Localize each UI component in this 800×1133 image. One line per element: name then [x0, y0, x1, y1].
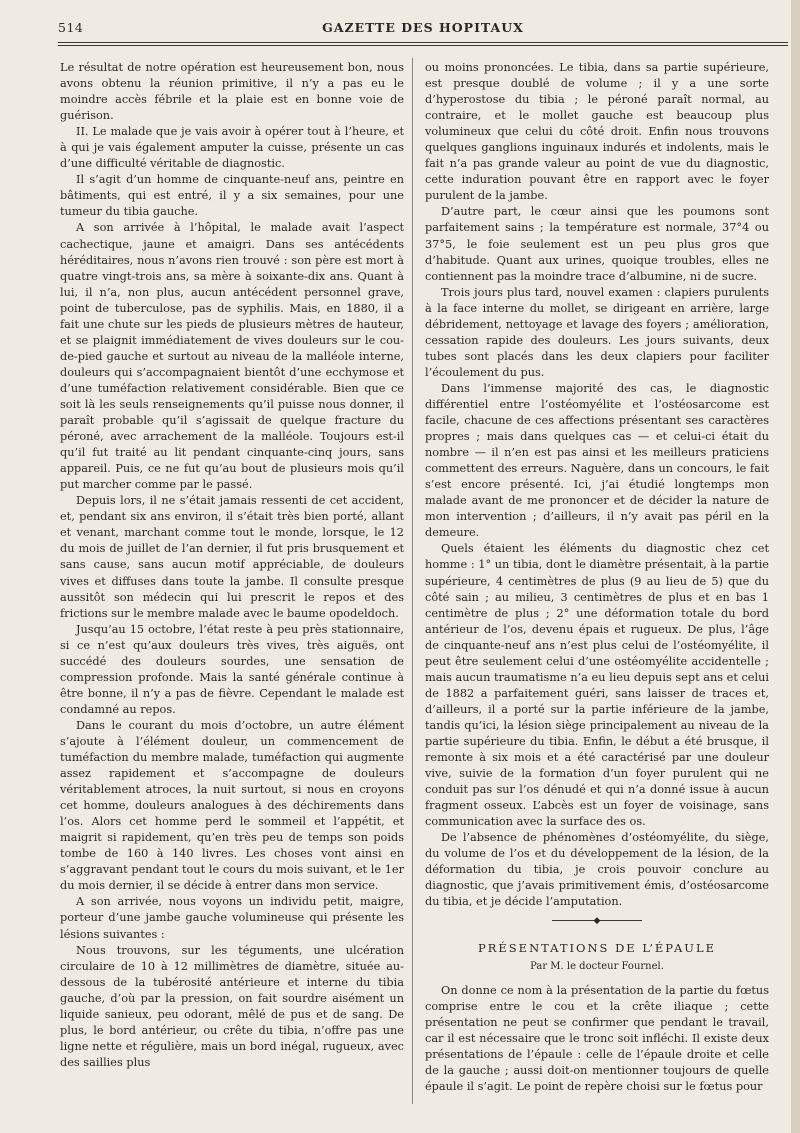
paragraph: Jusqu’au 15 octobre, l’état reste à peu près stationnaire, si ce n’est qu’aux douleurs très vives, très aiguës, ont succédé des douleurs sourdes, une sensation de compression profonde. Mais la santé générale continue à être bonne, il n’y a pas de fièvre. Cependant le malade est condamné au repos. [60, 622, 404, 716]
header-rule-thick [58, 42, 788, 43]
paragraph: Trois jours plus tard, nouvel examen : clapiers purulents à la face interne du mollet, se dirigeant en arrière, large débridement, nettoyage et lavage des foyers ; amélioration, cessation rapide des douleurs. Les jours suivants, deux tubes sont placés dans les deux clapiers pour faciliter l’écoulement du pus. [425, 285, 769, 379]
page-number: 514 [58, 20, 84, 35]
paragraph: Le résultat de notre opération est heureusement bon, nous avons obtenu la réunion primitive, il n’y a pas eu le moindre accès fébrile et la plaie est en bonne voie de guérison. [60, 61, 404, 123]
left-column [60, 60, 404, 1071]
paragraph: Nous trouvons, sur les téguments, une ulcération circulaire de 10 à 12 millimètres de diamètre, située au-dessous de la tubérosité antérieure et interne du tibia gauche, d’où par la pression, on fait sourdre aisément un liquide sanieux, peu odorant, mêlé de pus et de sang. De plus, le bord antérieur, ou crête du tibia, n’offre pas une ligne nette et régulière, mais un bord inégal, rugueux, avec des saillies plus [60, 943, 404, 1069]
paragraph: D’autre part, le cœur ainsi que les poumons sont parfaitement sains ; la température est normale, 37°4 ou 37°5, le foie seulement est un peu plus gros que d’habitude. Quant aux urines, quoique troubles, elles ne contiennent pas la moindre trace d’albumine, ni de sucre. [425, 205, 769, 283]
section-separator: ◆ [425, 916, 769, 926]
page-header [58, 18, 788, 42]
paragraph: Quels étaient les éléments du diagnostic chez cet homme : 1° un tibia, dont le diamètre présentait, à la partie supérieure, 4 centimètres de plus (9 au lieu de 5) que du côté sain ; au milieu, 3 centimètres de plus et en bas 1 centimètre de plus ; 2° une déformation totale du bord antérieur de l’os, devenu épais et rugueux. De plus, l’âge de cinquante-neuf ans n’est plus celui de l’ostéomyélite, il peut être seulement celui d’une ostéomyélite accidentelle ; mais aucun traumatisme n’a eu lieu depuis sept ans et celui de 1882 a parfaitement guéri, sans laisser de traces et, d’ailleurs, il a porté sur la partie inférieure de la jambe, tandis qu’ici, la lésion siège principalement au niveau de la partie supérieure du tibia. Enfin, le début a été brusque, il remonte à six mois et a été caractérisé par une douleur vive, suivie de la formation d’un foyer purulent qui ne conduit pas sur l’os dénudé et qui n’a donné issue à aucun fragment osseux. L’abcès est un foyer de voisinage, sans communication avec la surface des os. [425, 542, 769, 829]
page-binding-edge [791, 0, 800, 1133]
paragraph: Il s’agit d’un homme de cinquante-neuf ans, peintre en bâtiments, qui est entré, il y a six semaines, pour une tumeur du tibia gauche. [60, 173, 404, 219]
paragraph: II. Le malade que je vais avoir à opérer tout à l’heure, et à qui je vais également amputer la cuisse, présente un cas d’une difficulté véritable de diagnostic. [60, 125, 404, 171]
section-author: Par M. le docteur Fournel. [530, 960, 664, 972]
paragraph: Depuis lors, il ne s’était jamais ressenti de cet accident, et, pendant six ans environ, il s’était très bien porté, allant et venant, marchant comme tout le monde, lorsque, le 12 du mois de juillet de l’an dernier, il fut pris brusquement et sans cause, sans aucun motif appréciable, de douleurs vives et diffuses dans toute la jambe. Il consulte presque aussitôt son médecin qui lui prescrit le repos et des frictions sur le membre malade avec le baume opodeldoch. [60, 494, 404, 620]
section-title: PRÉSENTATIONS DE L’ÉPAULE [478, 941, 716, 956]
paragraph: ou moins prononcées. Le tibia, dans sa partie supérieure, est presque doublé de volume ; il y a une sorte d’hyperostose du tibia ; le péroné paraît normal, au contraire, et le mollet gauche est beaucoup plus volumineux que celui du côté droit. Enfin nous trouvons quelques ganglions inguinaux indurés et indolents, mais le fait n’a pas grande valeur au point de vue du diagnostic, cette induration pouvant être en rapport avec le foyer purulent de la jambe. [425, 61, 769, 203]
column-divider [412, 58, 413, 1104]
paragraph: A son arrivée, nous voyons un individu petit, maigre, porteur d’une jambe gauche volumineuse qui présente les lésions suivantes : [60, 895, 404, 941]
paragraph: On donne ce nom à la présentation de la partie du fœtus comprise entre le cou et la crête iliaque ; cette présentation ne peut se confirmer que pendant le travail, car il est nécessaire que le tronc soit infléchi. Il existe deux présentations de l’épaule : celle de l’épaule droite et celle de la gauche ; aussi doit-on mentionner toujours de quelle épaule il s’agit. Le point de repère choisi sur le fœtus pour [425, 983, 769, 1093]
header-rule-thin [58, 45, 788, 46]
paragraph: A son arrivée à l’hôpital, le malade avait l’aspect cachectique, jaune et amaigri. Dans ses antécédents héréditaires, nous n’avons rien trouvé : son père est mort à quatre vingt-trois ans, sa mère à soixante-dix ans. Quant à lui, il n’a, non plus, aucun antécédent personnel grave, point de tuberculose, pas de syphilis. Mais, en 1880, il a fait une chute sur les pieds de plusieurs mètres de hauteur, et se plaignit immédiatement de vives douleurs sur le cou-de-pied gauche et surtout au niveau de la malléole interne, douleurs qui s’accompagnaient bientôt d’une ecchymose et d’une tuméfaction relativement considérable. Bien que ce soit là les seuls renseignements qu’il puisse nous donner, il paraît probable qu’il s’agissait de quelque fracture du péroné, avec arrachement de la malléole. Toujours est-il qu’il fut traité au lit pendant cinquante-cinq jours, sans appareil. Puis, ce ne fut qu’au bout de plusieurs mois qu’il put marcher comme par le passé. [60, 221, 404, 492]
right-column [425, 60, 769, 1095]
paragraph: Dans le courant du mois d’octobre, un autre élément s’ajoute à l’élément douleur, un commencement de tuméfaction du membre malade, tuméfaction qui augmente assez rapidement et s’accompagne de douleurs véritablement atroces, la nuit surtout, si nous en croyons cet homme, douleurs analogues à des déchirements dans l’os. Alors cet homme perd le sommeil et l’appétit, et maigrit si rapidement, qu’en très peu de temps son poids tombe de 160 à 140 livres. Les choses vont ainsi en s’aggravant pendant tout le cours du mois suivant, et le 1er du mois dernier, il se décide à entrer dans mon service. [60, 718, 404, 893]
paragraph: Dans l’immense majorité des cas, le diagnostic différentiel entre l’ostéomyélite et l’ostéosarcome est facile, chacune de ces affections présentant ses caractères propres ; mais dans quelques cas — et celui-ci était du nombre — il n’en est pas ainsi et les meilleurs praticiens commettent des erreurs. Naguère, dans un concours, le fait s’est encore présenté. Ici, j’ai étudié longtemps mon malade avant de me prononcer et de décider la nature de mon intervention ; d’ailleurs, il n’y avait pas péril en la demeure. [425, 381, 769, 540]
journal-title: GAZETTE DES HOPITAUX [322, 20, 524, 35]
paragraph: De l’absence de phénomènes d’ostéomyélite, du siège, du volume de l’os et du développement de la lésion, de la déformation du tibia, je crois pouvoir conclure au diagnostic, que j’avais primitivement émis, d’ostéosarcome du tibia, et je décide l’amputation. [425, 831, 769, 909]
